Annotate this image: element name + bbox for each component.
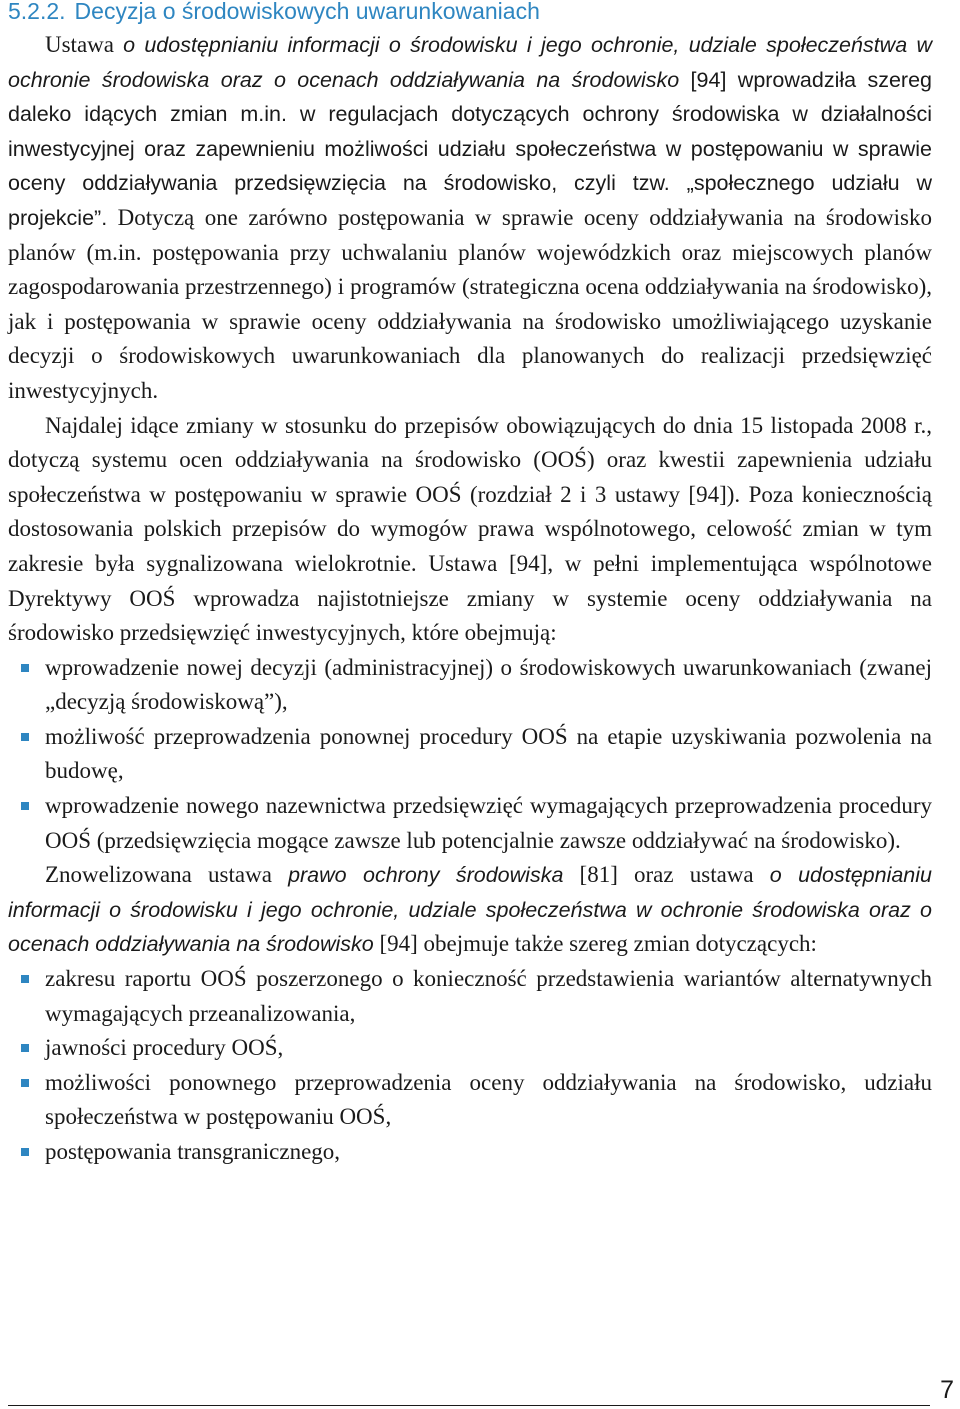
act-title-italic: o udostępnianiu informacji o środowisku i jego ochronie, udziale społeczeństwa w ochronie środowiska oraz o ocenach oddziaływania na środowisko bbox=[8, 33, 932, 92]
list-item-text: możliwości ponownego przeprowadzenia oceny oddziaływania na środowisko, udziału społeczeństwa w postępowaniu OOŚ, bbox=[45, 1069, 932, 1130]
paragraph-intro-rest: Dotyczą one zarówno postępowania w sprawie oceny oddziaływania na środowisko planów (m.in. postępowania przy uchwalaniu planów wojewódzkich oraz miejscowych planów zagospodarowania przestrzennego) i programów (strategiczna ocena oddziaływania na środowisko), jak i postępowania w sprawie oceny oddziaływania na środowisko umożliwiającego uzyskanie decyzji o środowiskowych uwarunkowaniach dla planowanych do realizacji przedsięwzięć inwestycyjnych. bbox=[8, 204, 932, 403]
changes-list bbox=[8, 651, 932, 859]
bullet-square-icon bbox=[21, 1079, 29, 1087]
paragraph-intro bbox=[8, 28, 932, 409]
paragraph-amended-tail: [94] obejmuje także szereg zmian dotyczących: bbox=[373, 931, 817, 957]
paragraph-amended-mid: [81] oraz ustawa bbox=[563, 862, 770, 888]
list-item-text: wprowadzenie nowego nazewnictwa przedsięwzięć wymagających przeprowadzenia procedury OOŚ (przedsięwzięcia mogące zawsze lub potencjalnie zawsze oddziaływać na środowisko). bbox=[45, 793, 932, 853]
paragraph-changes: Najdalej idące zmiany w stosunku do przepisów obowiązujących do dnia 15 listopada 2008 r., dotyczą systemu ocen oddziaływania na środowisko (OOŚ) oraz kwestii zapewnienia udziału społeczeństwa w postępowaniu w sprawie OOŚ (rozdział 2 i 3 ustawy [94]). Poza koniecznością dostosowania polskich przepisów do wymogów prawa wspólnotowego, celowość zmian w tym zakresie była sygnalizowana wielokrotnie. Ustawa [94], w pełni implementująca wspólnotowe Dyrektywy OOŚ wprowadza najistotniejsze zmiany w systemie oceny oddziaływania na środowisko przedsięwzięć inwestycyjnych, które obejmują: bbox=[8, 412, 932, 646]
bullet-square-icon bbox=[21, 802, 29, 810]
list-item-text: wprowadzenie nowej decyzji (administracyjnej) o środowiskowych uwarunkowaniach (zwanej „decyzją środowiskową”), bbox=[45, 654, 932, 715]
paragraph-intro-lead: Ustawa bbox=[45, 32, 124, 57]
act-title-italic: prawo ochrony środowiska bbox=[288, 863, 564, 888]
bullet-square-icon bbox=[21, 1148, 29, 1156]
section-title: Decyzja o środowiskowych uwarunkowaniach bbox=[74, 0, 540, 24]
paragraph-amended-lead: Znowelizowana ustawa bbox=[45, 862, 289, 888]
amendments-list bbox=[8, 962, 932, 1170]
section-number: 5.2.2. bbox=[8, 0, 66, 24]
list-item bbox=[8, 1066, 932, 1135]
list-item-text: jawności procedury OOŚ, bbox=[45, 1035, 284, 1061]
list-item bbox=[8, 789, 932, 858]
section-heading bbox=[8, 0, 932, 25]
paragraph-amended-acts bbox=[8, 858, 932, 962]
bullet-square-icon bbox=[21, 1044, 29, 1052]
document-page bbox=[8, 0, 932, 1170]
act-title-italic: o udostępnianiu informacji o środowisku i jego ochronie, udziale społeczeństwa w ochronie środowiska oraz o ocenach oddziaływania na środowisko bbox=[8, 863, 932, 957]
bullet-square-icon bbox=[21, 975, 29, 983]
footer-rule bbox=[8, 1405, 930, 1406]
list-item bbox=[8, 720, 932, 789]
list-item bbox=[8, 1135, 932, 1170]
bullet-square-icon bbox=[21, 733, 29, 741]
page-number: 7 bbox=[940, 1376, 954, 1404]
list-item-text: możliwość przeprowadzenia ponownej procedury OOŚ na etapie uzyskiwania pozwolenia na budowę, bbox=[45, 723, 932, 784]
paragraph-intro-sans: [94] wprowadziła szereg daleko idących zmian m.in. w regulacjach dotyczących ochrony środowiska w działalności inwestycyjnej oraz zapewnieniu możliwości udziału społeczeństwa w postępowaniu w sprawie oceny oddziaływania przedsięwzięcia na środowisko, czyli tzw. „społecznego udziału w projekcie”. bbox=[8, 67, 932, 230]
bullet-square-icon bbox=[21, 664, 29, 672]
list-item-text: zakresu raportu OOŚ poszerzonego o konieczność przedstawienia wariantów alternatywnych wymagających przeanalizowania, bbox=[45, 966, 932, 1026]
list-item bbox=[8, 651, 932, 720]
list-item bbox=[8, 1031, 932, 1066]
list-item bbox=[8, 962, 932, 1031]
list-item-text: postępowania transgranicznego, bbox=[45, 1139, 341, 1164]
